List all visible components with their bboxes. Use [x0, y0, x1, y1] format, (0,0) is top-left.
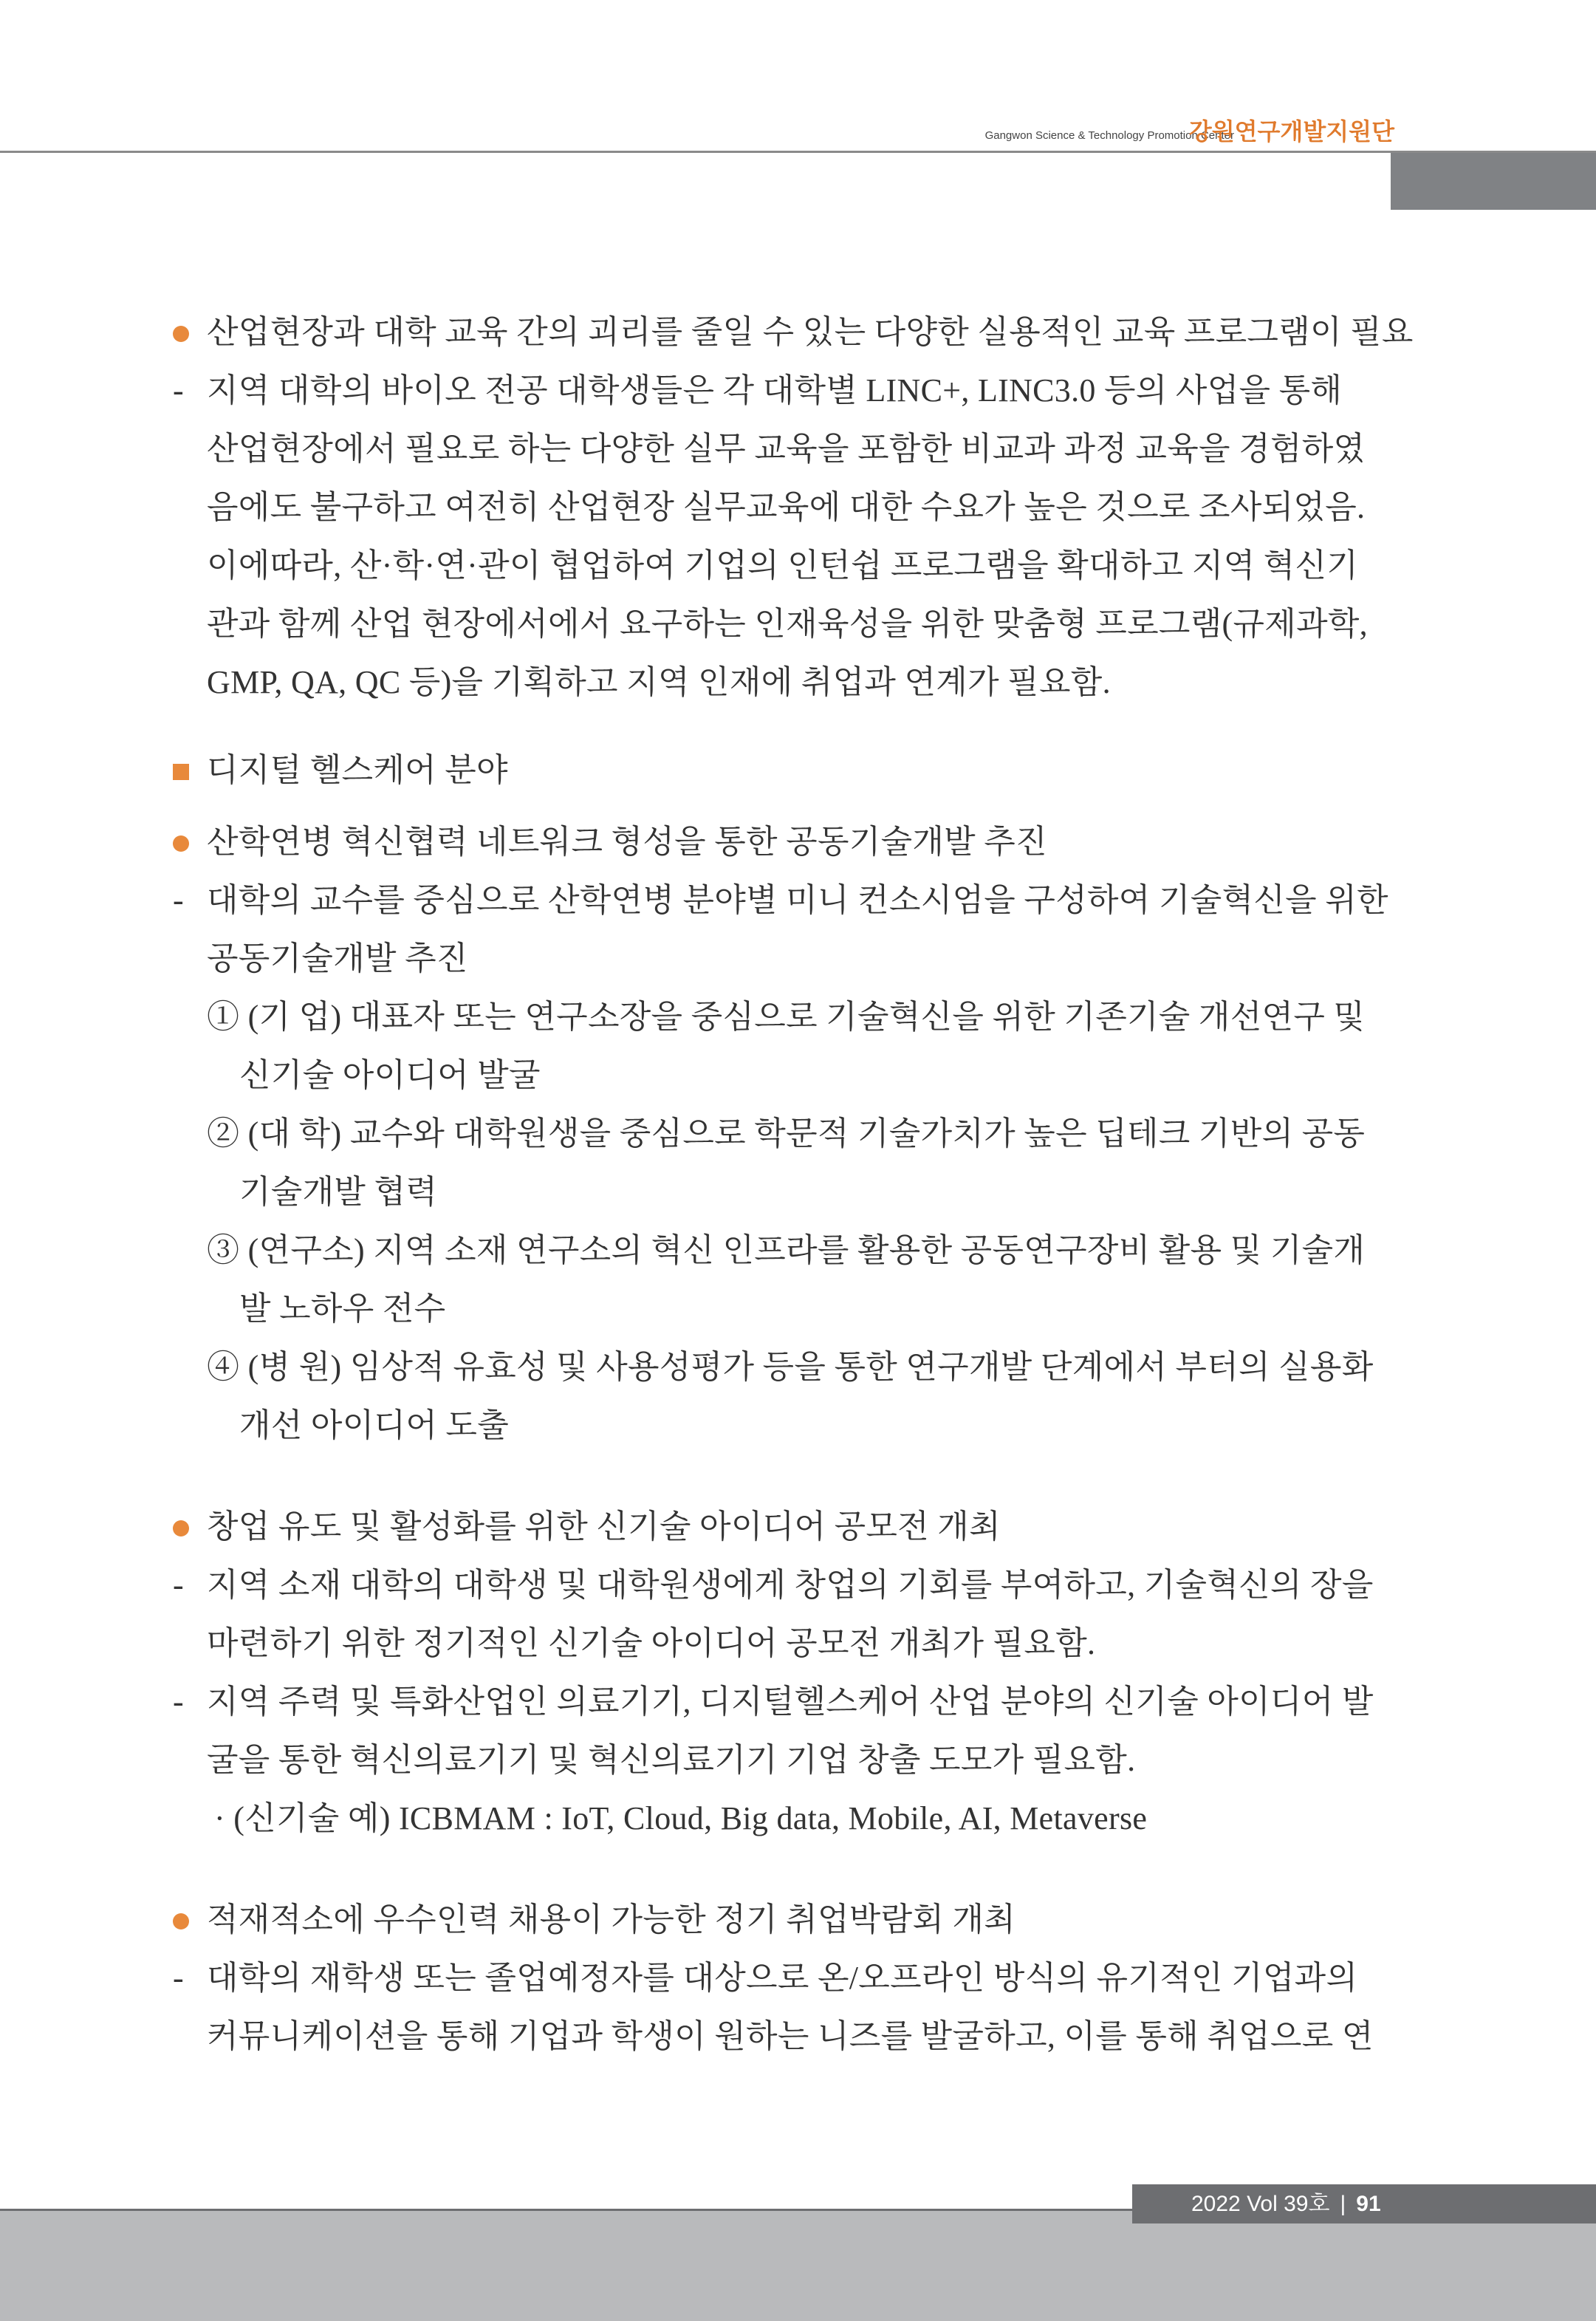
paragraph-text: 지역 대학의 바이오 전공 대학생들은 각 대학별 LINC+, LINC3.0 등의 사업을 통해 — [207, 372, 1343, 409]
dash-marker: - — [173, 1960, 184, 1996]
numbered-item-text: ④ (병 원) 임상적 유효성 및 사용성평가 등을 통한 연구개발 단계에서 부터의 실용화 — [207, 1349, 1374, 1385]
footer-separator: | — [1340, 2192, 1346, 2216]
paragraph-line — [168, 1949, 1394, 2007]
issue-label: 2022 Vol 39호 — [1191, 2192, 1330, 2216]
paragraph-line — [168, 1672, 1394, 1731]
numbered-item-text: 신기술 아이디어 발굴 — [239, 1057, 541, 1093]
footer-band — [0, 2210, 1596, 2321]
bullet-heading — [168, 1890, 1394, 1949]
paragraph-line — [168, 871, 1394, 929]
numbered-item — [168, 1221, 1394, 1279]
orange-bullet-icon — [173, 326, 189, 342]
bullet-heading — [168, 1497, 1394, 1556]
bullet-heading-text: 산업현장과 대학 교육 간의 괴리를 줄일 수 있는 다양한 실용적인 교육 프로그램이 필요 — [207, 314, 1414, 350]
paragraph-text: 산업현장에서 필요로 하는 다양한 실무 교육을 포함한 비교과 과정 교육을 경험하였 — [207, 431, 1366, 467]
header-gray-block — [1391, 153, 1596, 210]
numbered-item-continuation — [168, 1046, 1394, 1104]
numbered-item-continuation — [168, 1163, 1394, 1221]
paragraph-line — [168, 478, 1394, 536]
paragraph-line — [168, 929, 1394, 988]
paragraph-line — [168, 2007, 1394, 2065]
header-divider — [0, 151, 1596, 153]
orange-bullet-icon — [173, 1520, 189, 1536]
paragraph-text: 커뮤니케이션을 통해 기업과 학생이 원하는 니즈를 발굴하고, 이를 통해 취업으로 연 — [207, 2018, 1374, 2054]
orange-bullet-icon — [173, 1913, 189, 1929]
paragraph-text: 대학의 재학생 또는 졸업예정자를 대상으로 온/오프라인 방식의 유기적인 기업과의 — [207, 1960, 1358, 1996]
numbered-item-continuation — [168, 1396, 1394, 1455]
numbered-item — [168, 988, 1394, 1046]
bullet-heading-text: 적재적소에 우수인력 채용이 가능한 정기 취업박람회 개최 — [207, 1901, 1016, 1938]
paragraph-text: 이에따라, 산·학·연·관이 협업하여 기업의 인턴쉽 프로그램을 확대하고 지역 혁신기 — [207, 547, 1359, 584]
numbered-item-text: ② (대 학) 교수와 대학원생을 중심으로 학문적 기술가치가 높은 딥테크 기반의 공동 — [207, 1115, 1366, 1152]
paragraph-line — [168, 653, 1394, 711]
paragraph-line — [168, 361, 1394, 420]
section-title-text: 디지털 헬스케어 분야 — [207, 752, 508, 788]
paragraph-line — [168, 536, 1394, 595]
numbered-item-continuation — [168, 1279, 1394, 1338]
numbered-item-text: 개선 아이디어 도출 — [239, 1407, 510, 1443]
numbered-item — [168, 1104, 1394, 1163]
dash-marker: - — [173, 372, 184, 409]
paragraph-text: 음에도 불구하고 여전히 산업현장 실무교육에 대한 수요가 높은 것으로 조사되었음. — [207, 489, 1366, 525]
paragraph-text: GMP, QA, QC 등)을 기획하고 지역 인재에 취업과 연계가 필요함. — [207, 664, 1111, 700]
numbered-item-text: 기술개발 협력 — [239, 1174, 438, 1210]
numbered-item-text: ③ (연구소) 지역 소재 연구소의 혁신 인프라를 활용한 공동연구장비 활용 및 기술개 — [207, 1232, 1366, 1268]
paragraph-text: 관과 함께 산업 현장에서에서 요구하는 인재육성을 위한 맞춤형 프로그램(규제과학, — [207, 606, 1368, 642]
paragraph-text: 굴을 통한 혁신의료기기 및 혁신의료기기 기업 창출 도모가 필요함. — [207, 1742, 1136, 1778]
page-number: 91 — [1356, 2192, 1381, 2216]
paragraph-line — [168, 1556, 1394, 1614]
orange-square-icon — [173, 764, 189, 780]
dash-marker: - — [173, 882, 184, 918]
paragraph-text: 대학의 교수를 중심으로 산학연병 분야별 미니 컨소시엄을 구성하여 기술혁신을 위한 — [207, 882, 1388, 918]
section-title — [168, 741, 1394, 799]
dash-marker: - — [173, 1567, 184, 1603]
document-body — [168, 303, 1414, 2065]
paragraph-text: 지역 소재 대학의 대학생 및 대학원생에게 창업의 기회를 부여하고, 기술혁신의 장을 — [207, 1567, 1374, 1603]
numbered-item — [168, 1338, 1394, 1396]
paragraph-line — [168, 420, 1394, 478]
bullet-heading-text: 산학연병 혁신협력 네트워크 형성을 통한 공동기술개발 추진 — [207, 824, 1047, 860]
bullet-heading — [168, 813, 1394, 871]
example-line — [168, 1789, 1394, 1847]
orange-bullet-icon — [173, 835, 189, 852]
bullet-heading — [168, 303, 1414, 361]
example-text: · (신기술 예) ICBMAM : IoT, Cloud, Big data, Mobile, AI, Metaverse — [214, 1800, 1148, 1836]
dash-marker: - — [173, 1684, 184, 1720]
paragraph-line — [168, 595, 1394, 653]
bullet-heading-text: 창업 유도 및 활성화를 위한 신기술 아이디어 공모전 개최 — [207, 1508, 1001, 1545]
header-org-korean: 강원연구개발지원단 — [1188, 117, 1394, 146]
numbered-item-text: ① (기 업) 대표자 또는 연구소장을 중심으로 기술혁신을 위한 기존기술 개선연구 및 — [207, 999, 1366, 1035]
paragraph-text: 지역 주력 및 특화산업인 의료기기, 디지털헬스케어 산업 분야의 신기술 아이디어 발 — [207, 1684, 1374, 1720]
paragraph-line — [168, 1731, 1394, 1789]
header-org-english: Gangwon Science & Technology Promotion Center — [984, 129, 1234, 142]
paragraph-text: 마련하기 위한 정기적인 신기술 아이디어 공모전 개최가 필요함. — [207, 1625, 1096, 1661]
numbered-item-text: 발 노하우 전수 — [239, 1291, 446, 1327]
paragraph-line — [168, 1614, 1394, 1672]
footer-issue-tab — [1132, 2184, 1596, 2223]
paragraph-text: 공동기술개발 추진 — [207, 940, 468, 977]
